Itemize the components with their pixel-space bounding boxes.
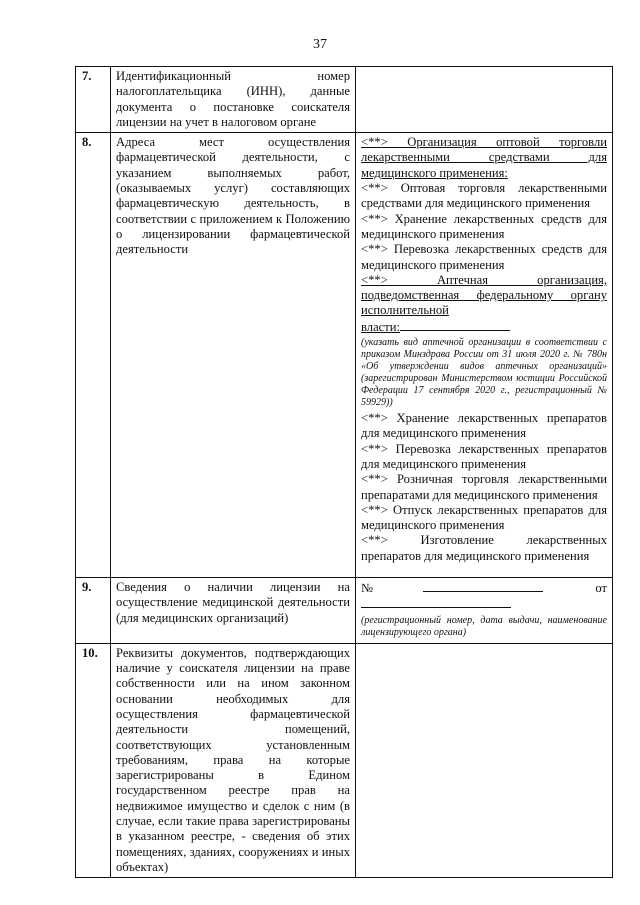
table-row — [76, 643, 613, 877]
license-info-cell — [356, 578, 613, 644]
row-number: 8. — [76, 133, 111, 578]
license-application-table — [75, 66, 613, 878]
option-transport-drugs[interactable]: <**> Перевозка лекарственных средств для медицинского применения — [361, 242, 607, 272]
option-storage-drugs[interactable]: <**> Хранение лекарственных средств для медицинского применения — [361, 211, 607, 241]
row-value-field[interactable] — [356, 643, 613, 877]
option-wholesale-trade[interactable]: <**> Оптовая торговля лекарственными средствами для медицинского применения — [361, 181, 607, 211]
number-sign: № — [361, 581, 423, 596]
table-row — [76, 133, 613, 578]
license-number-line — [361, 580, 607, 613]
option-dispensing[interactable]: <**> Отпуск лекарственных препаратов для медицинского применения — [361, 502, 607, 533]
option-manufacturing[interactable]: <**> Изготовление лекарственных препаратов для медицинского применения — [361, 533, 607, 563]
option-wholesale-organization[interactable]: <**> Организация оптовой торговли лекарственными средствами для медицинского применения: — [361, 135, 607, 180]
option-retail-trade[interactable]: <**> Розничная торговля лекарственными препаратами для медицинского применения — [361, 472, 607, 502]
authority-label: власти: — [361, 319, 400, 334]
row-label: Идентификационный номер налогоплательщика (ИНН), данные документа о постановке соискателя лицензии на учет в налоговом органе — [111, 67, 356, 133]
row-value-field[interactable] — [356, 67, 613, 133]
row-number: 10. — [76, 643, 111, 877]
license-number-field[interactable] — [423, 580, 543, 592]
table-row — [76, 67, 613, 133]
row-number: 7. — [76, 67, 111, 133]
row-label: Реквизиты документов, подтверждающих наличие у соискателя лицензии на праве собственности или на ином законном основании необходимых для осуществления фармацевтической деятельности помещений, соответствующих установленным требованиям, права на которые зарегистрированы в Едином государственном реестре прав на недвижимое имущество и сделок с ним (в случае, если такие права зарегистрированы в указанном реестре, - сведения об этих помещениях, зданиях, сооружениях и иных объектах) — [111, 643, 356, 877]
option-transport-preparations[interactable]: <**> Перевозка лекарственных препаратов для медицинского применения — [361, 441, 607, 471]
pharmacy-type-note: (указать вид аптечной организации в соответствии с приказом Минздрава России от 31 июля 2020 г. № 780н «Об утверждении видов аптечных организаций» (зарегистрирован Министерством юстиции Российской Федерации 17 сентября 2020 г., регистрационный № 59929)) — [361, 337, 607, 409]
license-note: (регистрационный номер, дата выдачи, наименование лицензирующего органа) — [361, 614, 607, 638]
activity-options-cell — [356, 133, 613, 578]
license-date-field[interactable] — [361, 596, 511, 608]
page-number: 37 — [313, 37, 327, 52]
row-number: 9. — [76, 578, 111, 644]
authority-blank-field[interactable] — [400, 319, 510, 331]
row-label: Адреса мест осуществления фармацевтической деятельности, с указанием выполняемых работ, (оказываемых услуг) составляющих фармацевтическую деятельность, в соответствии с приложением к Положению о лицензировании фармацевтической деятельности — [111, 133, 356, 578]
table-row — [76, 578, 613, 644]
authority-line — [361, 319, 607, 335]
from-word: от — [595, 581, 607, 596]
option-pharmacy-organization[interactable]: <**> Аптечная организация, подведомственная федеральному органу исполнительной — [361, 272, 607, 318]
row-label: Сведения о наличии лицензии на осуществление медицинской деятельности (для медицинских организаций) — [111, 578, 356, 644]
option-storage-preparations[interactable]: <**> Хранение лекарственных препаратов для медицинского применения — [361, 411, 607, 441]
